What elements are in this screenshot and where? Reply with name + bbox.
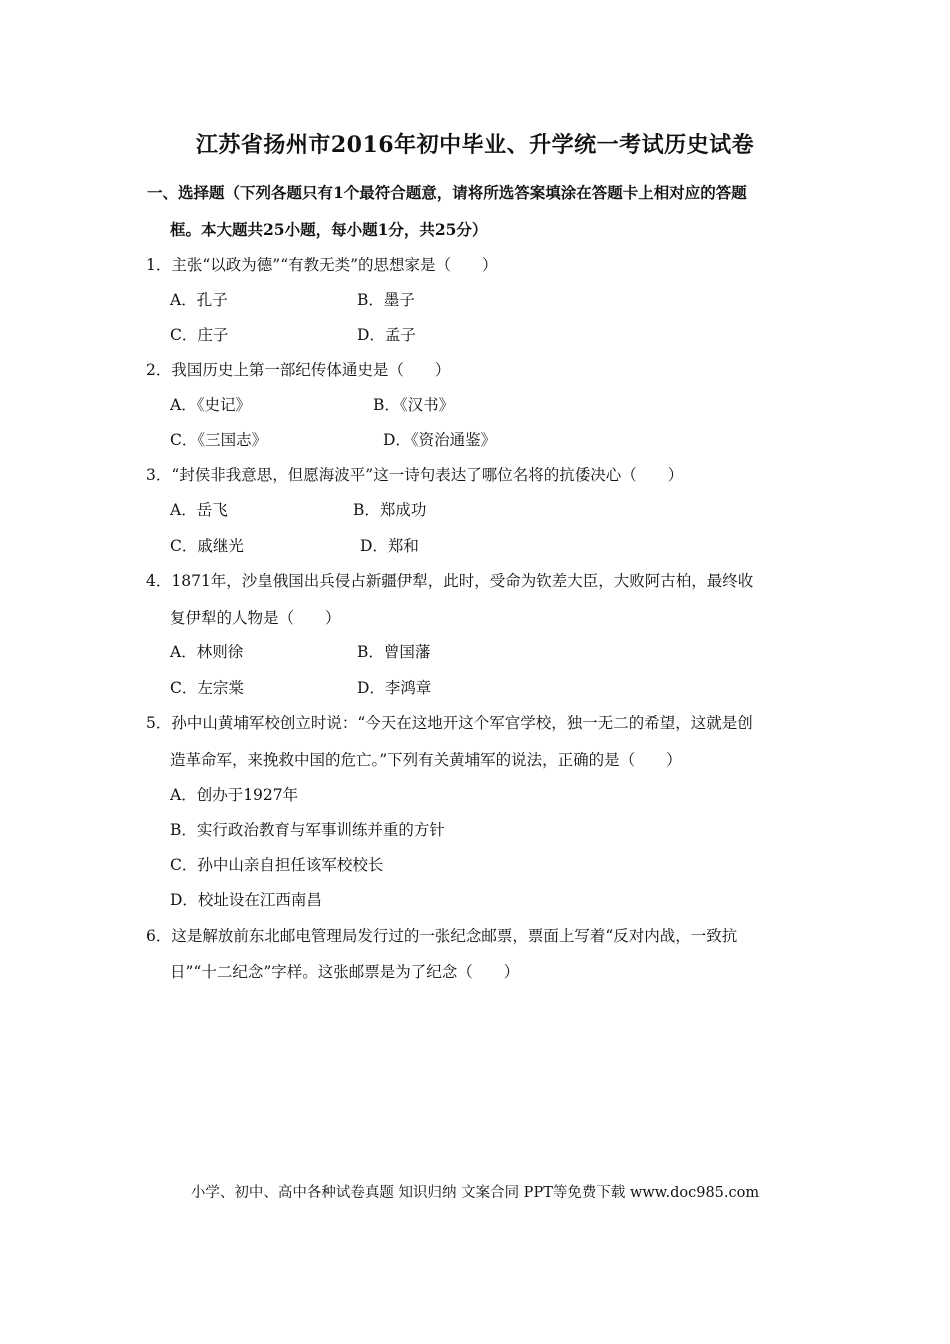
question-3-option-b: B．郑成功 <box>353 501 427 519</box>
question-5-option-b: B．实行政治教育与军事训练并重的方针 <box>170 821 445 839</box>
question-5-stem-line-2: 造革命军，来挽救中国的危亡。”下列有关黄埔军的说法，正确的是（ ） <box>170 751 682 769</box>
page-footer: 小学、初中、高中各种试卷真题 知识归纳 文案合同 PPT等免费下载 www.doc985.com <box>190 1185 760 1201</box>
question-2-option-c: C．《三国志》 <box>170 431 268 449</box>
question-4-stem-line-1: 4．1871年，沙皇俄国出兵侵占新疆伊犁，此时，受命为钦差大臣，大败阿古柏，最终收 <box>146 572 754 590</box>
exam-title: 江苏省扬州市2016年初中毕业、升学统一考试历史试卷 <box>195 132 755 158</box>
question-1-option-c: C．庄子 <box>170 326 229 344</box>
question-1-option-a: A．孔子 <box>170 291 228 309</box>
question-2-option-d: D．《资治通鉴》 <box>383 431 497 449</box>
question-5-stem-line-1: 5．孙中山黄埔军校创立时说：“今天在这地开这个军官学校，独一无二的希望，这就是创 <box>146 714 753 732</box>
question-3-stem: 3．“封侯非我意思，但愿海波平”这一诗句表达了哪位名将的抗倭决心（ ） <box>146 466 684 484</box>
question-2-option-a: A．《史记》 <box>170 396 251 414</box>
question-1-option-b: B．墨子 <box>357 291 415 309</box>
question-6-stem-line-2: 日”“十二纪念”字样。这张邮票是为了纪念（ ） <box>170 963 520 981</box>
question-3-option-c: C．戚继光 <box>170 537 244 555</box>
question-2-stem: 2．我国历史上第一部纪传体通史是（ ） <box>146 361 451 379</box>
question-4-option-d: D．李鸿章 <box>357 679 432 697</box>
question-5-option-c: C．孙中山亲自担任该军校校长 <box>170 856 384 874</box>
question-6-stem-line-1: 6．这是解放前东北邮电管理局发行过的一张纪念邮票，票面上写着“反对内战，一致抗 <box>146 927 738 945</box>
section-heading-line-2: 框。本大题共25小题，每小题1分，共25分） <box>170 220 488 239</box>
question-1-option-d: D．孟子 <box>357 326 416 344</box>
question-3-option-a: A．岳飞 <box>170 501 228 519</box>
question-1-stem: 1．主张“以政为德”“有教无类”的思想家是（ ） <box>146 256 498 274</box>
question-4-option-b: B．曾国藩 <box>357 643 431 661</box>
question-4-option-a: A．林则徐 <box>170 643 244 661</box>
section-heading-line-1: 一、选择题（下列各题只有1个最符合题意，请将所选答案填涂在答题卡上相对应的答题 <box>147 183 747 202</box>
question-3-option-d: D．郑和 <box>360 537 419 555</box>
question-2-option-b: B．《汉书》 <box>373 396 455 414</box>
question-5-option-a: A．创办于1927年 <box>170 786 299 804</box>
question-5-option-d: D．校址设在江西南昌 <box>170 891 322 909</box>
question-4-option-c: C．左宗棠 <box>170 679 244 697</box>
question-4-stem-line-2: 复伊犁的人物是（ ） <box>170 609 341 627</box>
